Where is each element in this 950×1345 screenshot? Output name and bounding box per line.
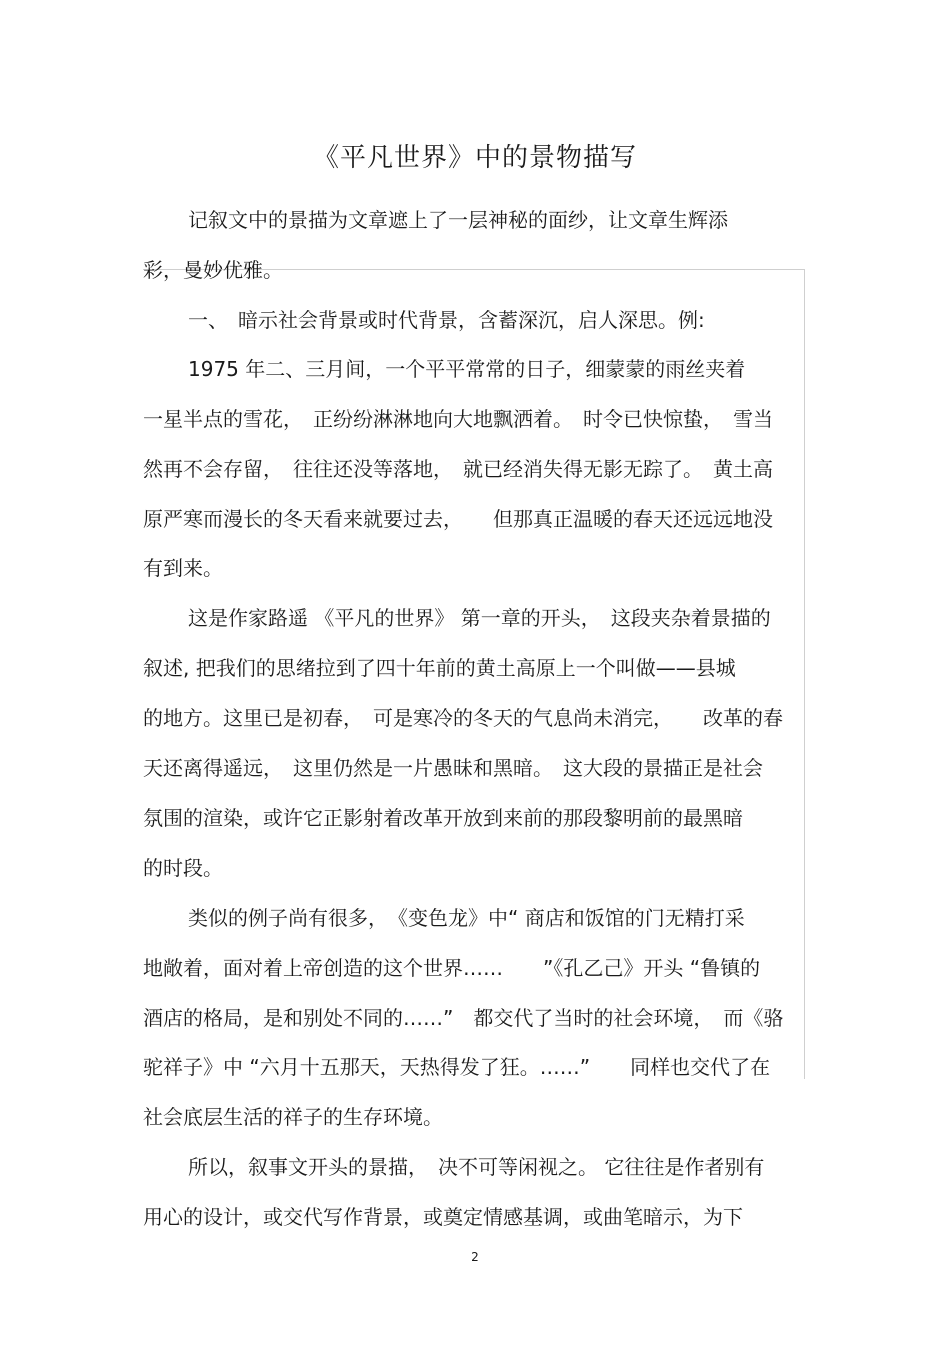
page-title: 《平凡世界》中的景物描写 <box>312 143 637 173</box>
paragraph-line: 驼祥子》中 “六月十五那天，天热得发了狂。……” 同样也交代了在 <box>143 1055 771 1079</box>
paragraph-line: 彩，曼妙优雅。 <box>143 258 283 282</box>
paragraph-line: 所以，叙事文开头的景描， 决不可等闲视之。 它往往是作者别有 <box>188 1155 765 1179</box>
paragraph-line: 这是作家路遥 《平凡的世界》 第一章的开头， 这段夹杂着景描的 <box>188 606 771 630</box>
paragraph-line: 记叙文中的景描为文章遮上了一层神秘的面纱，让文章生辉添 <box>188 208 728 232</box>
paragraph-line: 有到来。 <box>143 556 223 580</box>
paragraph-line: 一、 暗示社会背景或时代背景，含蓄深沉，启人深思。例: <box>188 308 705 332</box>
paragraph-line: 地敞着，面对着上帝创造的这个世界…… ”《孔乙己》开头 “鲁镇的 <box>143 956 761 980</box>
paragraph-line: 1975 年二、三月间，一个平平常常的日子，细蒙蒙的雨丝夹着 <box>188 357 746 381</box>
paragraph-line: 类似的例子尚有很多， 《变色龙》中“ 商店和饭馆的门无精打采 <box>188 906 745 930</box>
paragraph-line: 一星半点的雪花， 正纷纷淋淋地向大地飘洒着。 时令已快惊蛰， 雪当 <box>143 407 773 431</box>
paragraph-line: 叙述, 把我们的思绪拉到了四十年前的黄土高原上一个叫做——县城 <box>143 656 736 680</box>
paragraph-line: 用心的设计，或交代写作背景，或奠定情感基调，或曲笔暗示，为下 <box>143 1205 743 1229</box>
paragraph-line: 酒店的格局，是和别处不同的……” 都交代了当时的社会环境， 而《骆 <box>143 1006 784 1030</box>
page-number: 2 <box>471 1250 479 1264</box>
frame-right-border <box>804 269 805 1079</box>
paragraph-line: 然再不会存留， 往往还没等落地， 就已经消失得无影无踪了。 黄土高 <box>143 457 773 481</box>
paragraph-line: 的地方。这里已是初春， 可是寒冷的冬天的气息尚未消完， 改革的春 <box>143 706 783 730</box>
paragraph-line: 的时段。 <box>143 856 223 880</box>
paragraph-line: 天还离得遥远， 这里仍然是一片愚昧和黑暗。 这大段的景描正是社会 <box>143 756 763 780</box>
paragraph-line: 社会底层生活的祥子的生存环境。 <box>143 1105 443 1129</box>
paragraph-line: 氛围的渲染，或许它正影射着改革开放到来前的那段黎明前的最黑暗 <box>143 806 743 830</box>
paragraph-line: 原严寒而漫长的冬天看来就要过去， 但那真正温暖的春天还远远地没 <box>143 507 773 531</box>
